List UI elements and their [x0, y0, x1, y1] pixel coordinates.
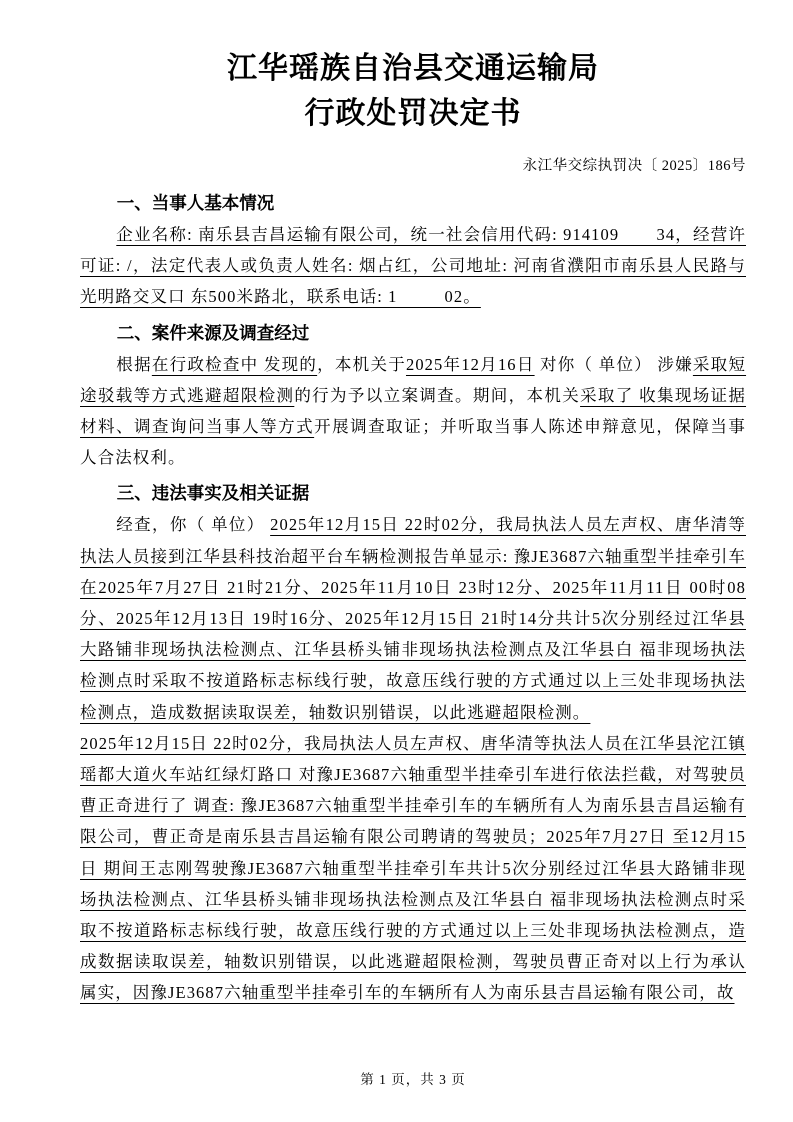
filled-in-text: 2025年12月15日 22时02分，我局执法人员左声权、唐华清等执法人员接到江华县科技治超平台车辆检测报告单显示: 豫JE3687六轴重型半挂牵引车在2025年7月27日 21时21分、2025年11月10日 23时12分、2025年11月11日 00时08分、2025年12月13日 19时16分、2025年12月15日 21时14分共计5次分别经过江华县大路铺非现场执法检测点、江华县桥头铺非现场执法检测点及江华县白 福非现场执法检测点时采取不按道路标志标线行驶，故意压线行驶的方式通过以上三处非现场执法检测点，造成数据读取误差，轴数识别错误，以此逃避超限检测。: [80, 515, 746, 722]
org-title: 江华瑶族自治县交通运输局: [227, 52, 599, 85]
section-heading: 三、违法事实及相关证据: [116, 483, 310, 504]
body-paragraph: [80, 728, 746, 1009]
filled-in-text: 企业名称: 南乐县吉昌运输有限公司，统一社会信用代码: 914109 34，经营许可证: /，法定代表人或负责人姓名: 烟占红，公司地址: 河南省濮阳市南乐县人民路与光明路交叉口 东500米路北，联系电话: 1 02。: [80, 225, 746, 307]
filled-in-text: 采取了 收集现场证据材料、调查询问当事人等方式: [80, 385, 747, 437]
template-text: 经查，你（ 单位）: [116, 515, 271, 535]
document-section: [80, 188, 746, 313]
document-section: [80, 318, 746, 474]
document-number: 永江华交综执罚决〔 2025〕186号: [522, 158, 746, 174]
section-heading: 二、案件来源及调查经过: [116, 322, 310, 343]
template-text: 根据: [116, 354, 152, 374]
body-paragraph: [80, 509, 746, 727]
filled-in-text: 在行政检查中 发现的: [151, 354, 318, 374]
template-text: 的行为予以立案调查。期间，本机关: [294, 385, 581, 405]
filled-in-text: 2025年12月15日 22时02分，我局执法人员左声权、唐华清等执法人员在江华县沱江镇瑶都大道火车站红绿灯路口 对豫JE3687六轴重型半挂牵引车进行依法拦截，对驾驶员曹正奇进行了 调查: 豫JE3687六轴重型半挂牵引车的车辆所有人为南乐县吉昌运输有限公司，曹正奇是南乐县吉昌运输有限公司聘请的驾驶员；2025年7月27日 至12月15日 期间王志刚驾驶豫JE3687六轴重型半挂牵引车共计5次分别经过江华县大路铺非现场执法检测点、江华县桥头铺非现场执法检测点及江华县白 福非现场执法检测点时采取不按道路标志标线行驶，故意压线行驶的方式通过以上三处非现场执法检测点，造成数据读取误差，轴数识别错误，以此逃避超限检测，驾驶员曹正奇对以上行为承认属实，因豫JE3687六轴重型半挂牵引车的车辆所有人为南乐县吉昌运输有限公司，故: [80, 733, 746, 1003]
section-heading: 一、当事人基本情况: [116, 193, 275, 213]
template-text: 开展调查取证；并听取当事人陈述申辩意见，保障当事人合法权利。: [80, 417, 746, 468]
document-body: [80, 188, 746, 1009]
filled-in-text: 2025年12月16日: [405, 354, 535, 374]
doc-type-title: 行政处罚决定书: [304, 97, 522, 130]
template-text: ，本机关于: [317, 354, 406, 374]
template-text: 对你（ 单位） 涉嫌: [534, 354, 693, 374]
body-paragraph: [80, 219, 746, 313]
filled-in-text: 采取短途驳载等方式逃避超限检测: [80, 354, 747, 405]
page-number: 第 1 页，共 3 页: [360, 1072, 466, 1087]
body-paragraph: [80, 349, 746, 474]
document-section: [80, 478, 746, 1008]
